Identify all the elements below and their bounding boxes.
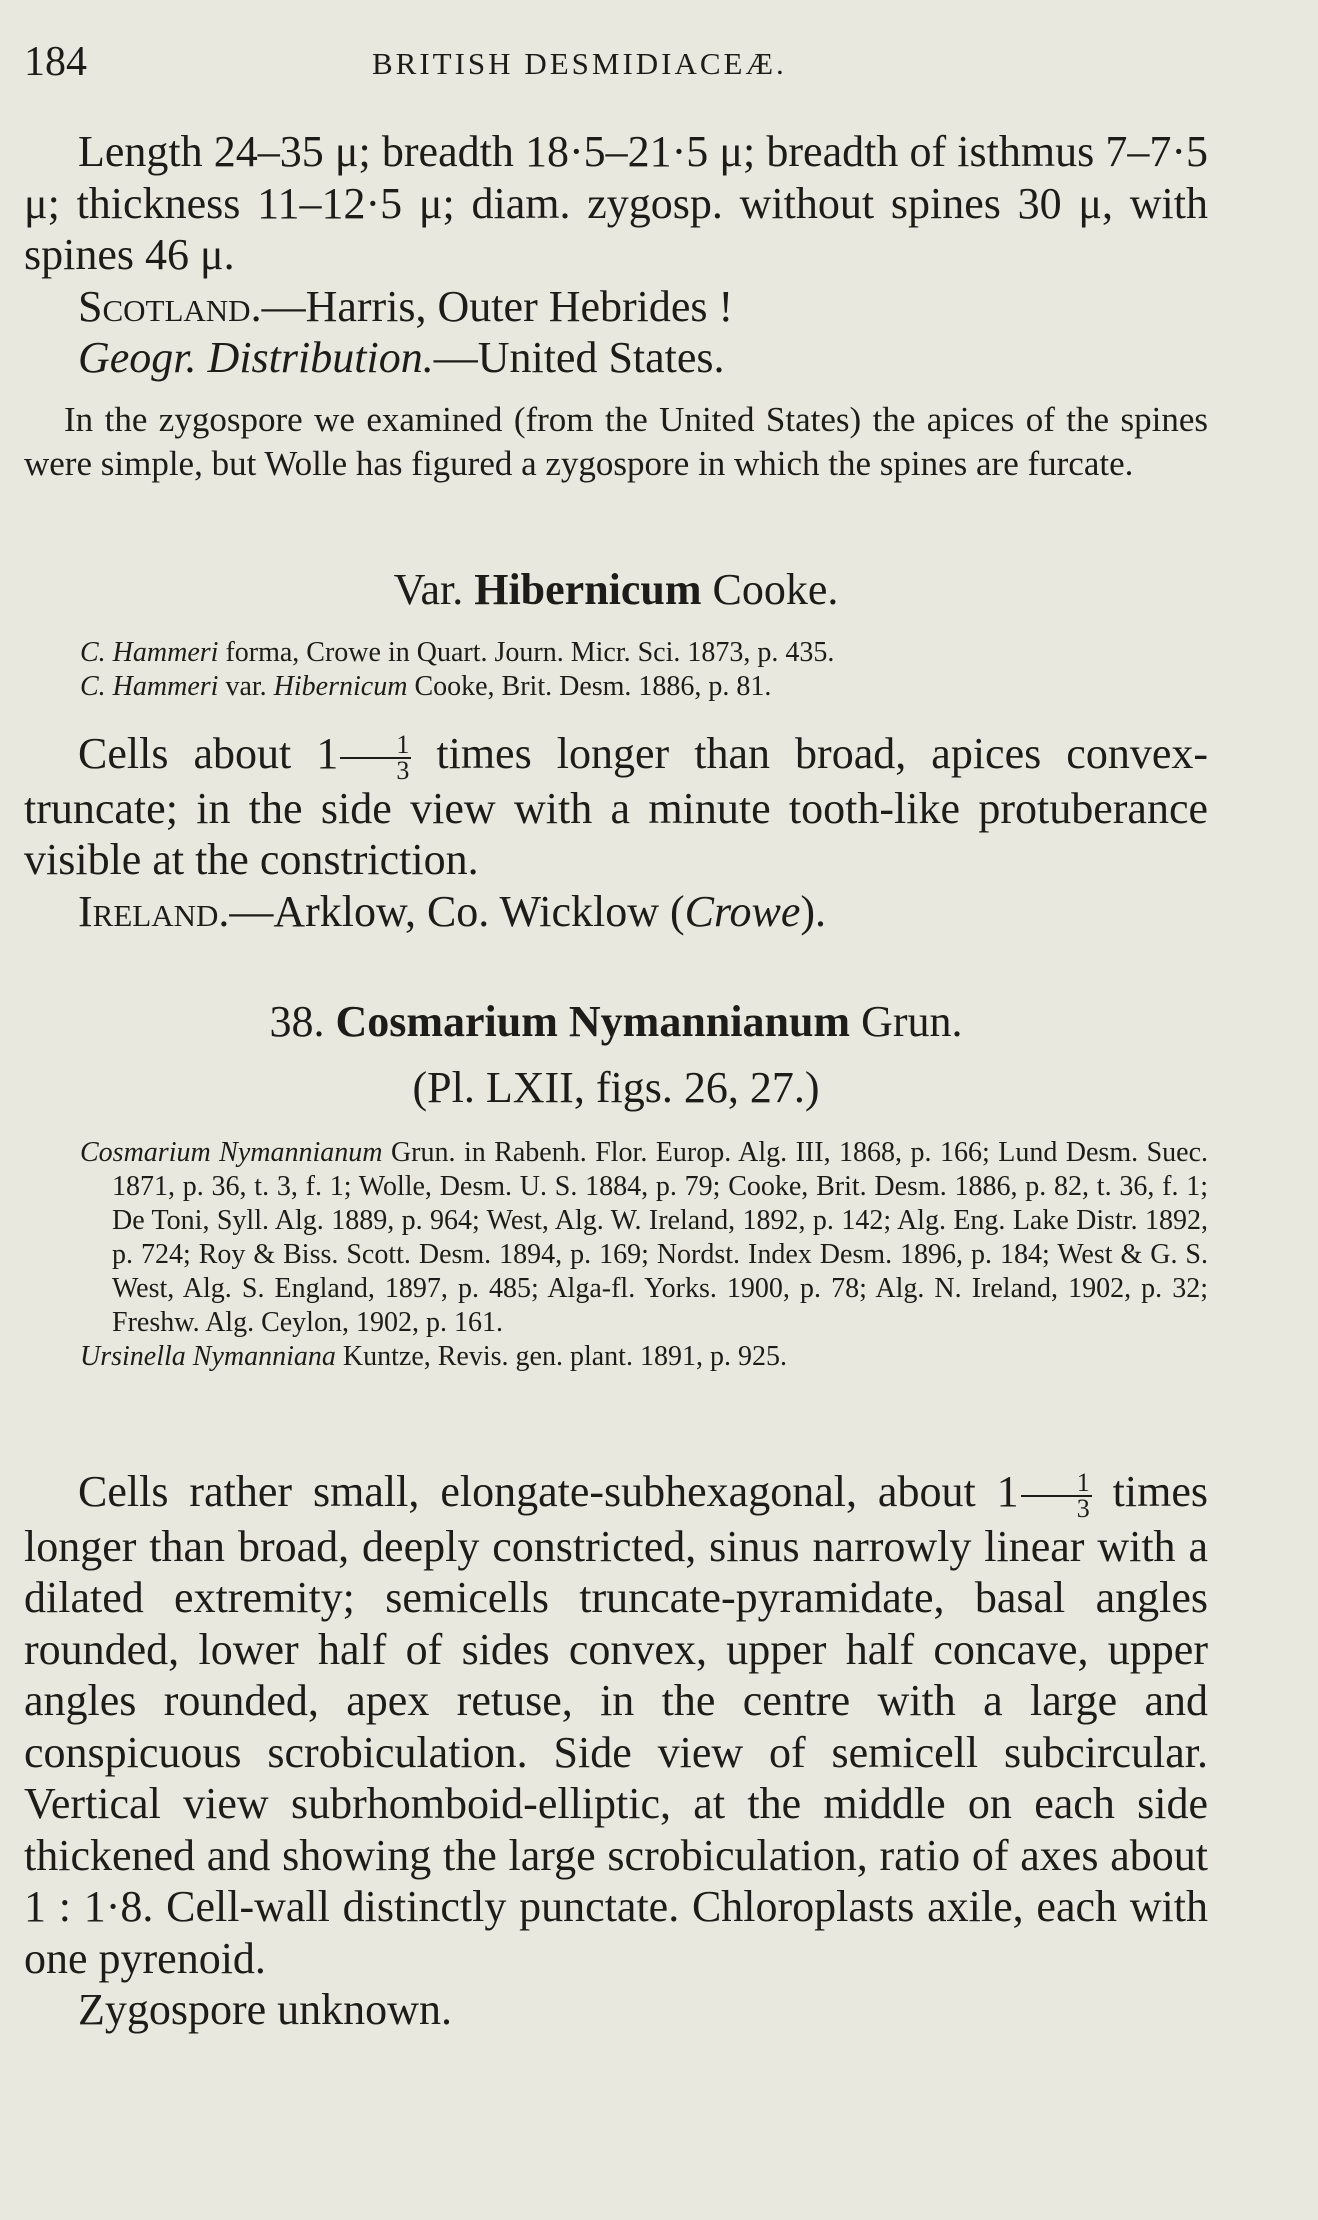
geogr-text: —United States.	[433, 333, 725, 382]
description-text: times longer than broad, apices convex-truncate; in the side view with a minute tooth-like protuberance visible at the constriction.	[24, 729, 1208, 885]
page-number: 184	[24, 39, 87, 85]
fraction-one-third	[1021, 1467, 1092, 1523]
citation-text: Grun. in Rabenh. Flor. Europ. Alg. III, 1868, p. 166; Lund Desm. Suec. 1871, p. 36, t. 3, f. 1; Wolle, Desm. U. S. 1884, p. 79; Cooke, Brit. Desm. 1886, p. 82, t. 36, f. 1; De Toni, Syll. Alg. 1889, p. 964; West, Alg. W. Ireland, 1892, p. 142; Alg. Eng. Lake Distr. 1892, p. 724; Roy & Biss. Scott. Desm. 1894, p. 169; Nordst. Index Desm. 1896, p. 184; West & G. S. West, Alg. S. England, 1897, p. 485; Alga-fl. Yorks. 1900, p. 78; Alg. N. Ireland, 1902, p. 32; Freshw. Alg. Ceylon, 1902, p. 161.	[112, 1137, 1208, 1338]
ireland-label: Ireland.	[78, 886, 230, 936]
running-header	[24, 38, 1294, 88]
species-name: Cosmarium Nymannianum	[335, 997, 851, 1046]
citation-text: forma, Crowe in Quart. Journ. Micr. Sci. 1873, p. 435.	[218, 637, 835, 668]
species-author: Grun.	[861, 997, 963, 1046]
species-citations	[80, 1136, 1208, 1374]
fraction-denominator: 3	[1076, 1493, 1090, 1523]
ireland-distribution	[24, 886, 1208, 938]
variety-heading	[24, 564, 1208, 616]
zygospore-statement: Zygospore unknown.	[78, 1985, 452, 2035]
citation-text: var.	[218, 671, 274, 702]
variety-description-block	[24, 728, 1208, 937]
synonym-binomial: Ursinella Nymanniana	[80, 1341, 336, 1372]
measurements-block	[24, 126, 1208, 384]
variety-name: Hibernicum	[474, 565, 702, 614]
variety-citation-2	[80, 670, 1200, 704]
citation-genus: C. Hammeri	[80, 637, 219, 668]
variety-citations	[80, 636, 1200, 704]
description-text: Cells about 1	[78, 729, 339, 778]
citation-text: Cooke, Brit. Desm. 1886, p. 81.	[407, 671, 772, 702]
species-citation-main	[80, 1136, 1208, 1340]
ireland-close: ).	[800, 886, 827, 936]
zygospore-note: In the zygospore we examined (from the United States) the apices of the spines were simple, but Wolle has figured a zygospore in which the spines are furcate.	[24, 400, 1208, 483]
collector-name: Crowe	[684, 886, 801, 936]
plate-reference: (Pl. LXII, figs. 26, 27.)	[412, 1063, 820, 1112]
variety-author: Cooke.	[712, 565, 839, 614]
citation-text: Kuntze, Revis. gen. plant. 1891, p. 925.	[335, 1341, 787, 1372]
citation-epithet: Hibernicum	[273, 671, 408, 702]
description-text: times longer than broad, deeply constricted, sinus narrowly linear with a dilated extremity; semicells truncate-pyramidate, basal angles rounded, lower half of sides convex, upper half concave, upper angles rounded, apex retuse, in the centre with a large and conspicuous scrobiculation. Side view of semicell subcircular. Vertical view subrhomboid-elliptic, at the middle on each side thickened and showing the large scrobiculation, ratio of axes about 1 : 1·8. Cell-wall distinctly punctate. Chloroplasts axile, each with one pyrenoid.	[24, 1467, 1209, 1983]
species-description-block	[24, 1466, 1208, 2036]
scotland-label: Scotland.	[78, 281, 262, 331]
ireland-text: —Arklow, Co. Wicklow (	[229, 886, 685, 936]
citation-genus: C. Hammeri	[80, 671, 219, 702]
scotland-distribution	[24, 281, 1208, 333]
geographic-distribution	[24, 332, 1208, 384]
description-text: Cells rather small, elongate-subhexagonal, about 1	[78, 1467, 1019, 1516]
variety-description	[24, 728, 1208, 886]
geogr-label: Geogr. Distribution.	[78, 333, 434, 382]
citation-binomial: Cosmarium Nymannianum	[80, 1137, 383, 1168]
fraction-numerator: 1	[340, 733, 411, 759]
variety-citation-1	[80, 636, 1200, 670]
running-title: BRITISH DESMIDIACEÆ.	[372, 46, 787, 81]
species-description	[24, 1466, 1208, 1984]
variety-prefix: Var.	[393, 565, 464, 614]
fraction-numerator: 1	[1021, 1471, 1092, 1497]
species-citation-synonym	[80, 1340, 1208, 1374]
fraction-one-third	[340, 729, 411, 785]
scotland-text: —Harris, Outer Hebrides !	[261, 281, 734, 331]
measurements-paragraph: Length 24–35 μ; breadth 18·5–21·5 μ; breadth of isthmus 7–7·5 μ; thickness 11–12·5 μ; diam. zygosp. without spines 30 μ, with spines 46 μ.	[24, 127, 1209, 279]
species-number: 38.	[269, 997, 325, 1046]
species-heading	[24, 996, 1208, 1048]
fraction-denominator: 3	[396, 755, 410, 785]
